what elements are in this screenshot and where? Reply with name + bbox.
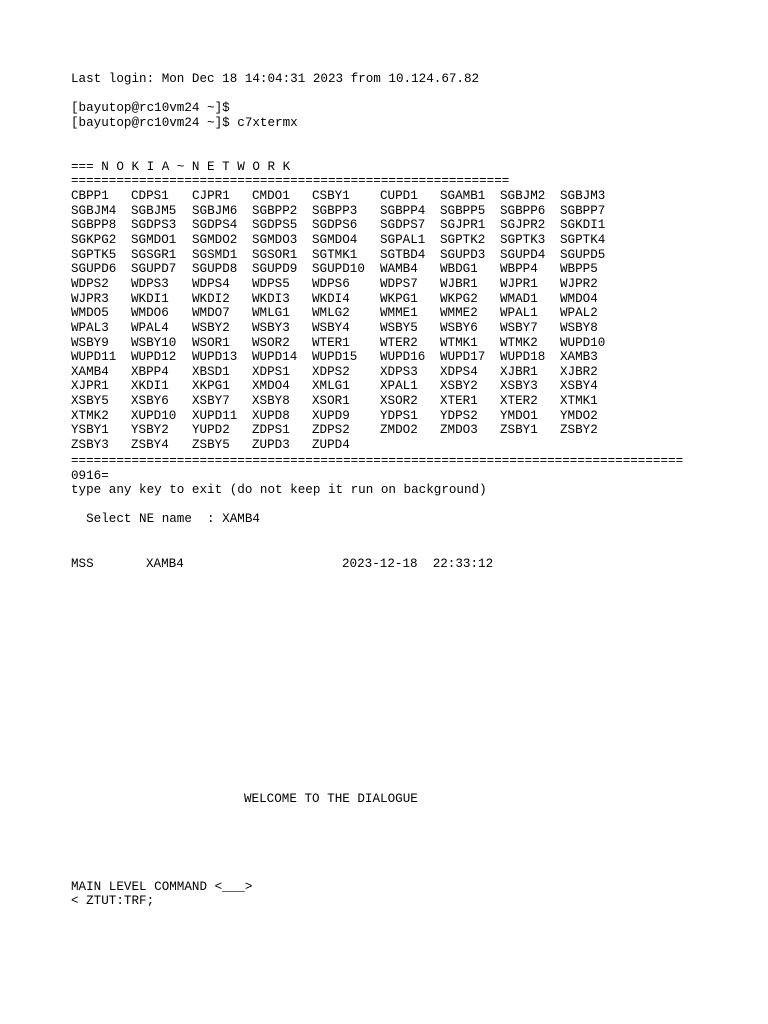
ne-name-item: SGPTK4	[560, 232, 606, 247]
ne-name-item: CDPS1	[131, 189, 169, 203]
ne-name-item: WKDI2	[192, 291, 230, 306]
ne-name-item: XUPD10	[131, 408, 177, 423]
ne-name-item: SGUPD7	[131, 262, 177, 277]
ne-name-item: SGDPS3	[131, 218, 177, 233]
ne-name-item: WKDI1	[131, 291, 169, 306]
ne-name-item: WMLG2	[312, 306, 350, 321]
ne-name-item: XSBY7	[192, 394, 230, 409]
command-input-line[interactable]: < ZTUT:TRF;	[71, 894, 155, 908]
ne-name-item: WJPR1	[500, 276, 538, 291]
status-ne: XAMB4	[146, 557, 184, 571]
ne-name-item: SGPTK5	[71, 247, 117, 262]
ne-name-item: XJPR1	[71, 379, 109, 394]
ne-name-item: WDPS5	[252, 276, 290, 291]
ne-name-item: WMME1	[380, 306, 418, 321]
ne-name-item: YSBY1	[71, 423, 109, 438]
ne-name-item: SGTMK1	[312, 247, 358, 262]
ne-name-item: YDPS1	[380, 408, 418, 423]
last-login-line: Last login: Mon Dec 18 14:04:31 2023 from 10.124.67.82	[71, 72, 480, 86]
ne-name-item: WKDI4	[312, 291, 350, 306]
banner-rule-bottom: =================================================================================	[71, 454, 684, 468]
ne-name-item: WSBY6	[440, 320, 478, 335]
ne-name-item: XSBY8	[252, 394, 290, 409]
ne-name-item: ZMDO2	[380, 423, 418, 438]
select-ne-prompt[interactable]: Select NE name : XAMB4	[71, 512, 260, 526]
ne-name-item: CJPR1	[192, 189, 230, 203]
ne-name-item: SGBPP3	[312, 203, 358, 218]
ne-name-item: SGJPR1	[440, 218, 486, 233]
ne-name-item: SGUPD10	[312, 262, 365, 277]
ne-name-item: SGBJM2	[500, 189, 546, 203]
ne-name-item: WJBR1	[440, 276, 478, 291]
ne-name-item: WMDO7	[192, 306, 230, 321]
ne-name-item: SGPTK2	[440, 232, 486, 247]
ne-name-item: XUPD8	[252, 408, 290, 423]
ne-name-item: SGBPP2	[252, 203, 298, 218]
ne-name-item: YDPS2	[440, 408, 478, 423]
ne-name-item: WSBY2	[192, 320, 230, 335]
status-system: MSS	[71, 557, 94, 571]
ne-name-item: XAMB3	[560, 350, 598, 365]
ne-name-item: SGMDO2	[192, 232, 238, 247]
ne-name-item: SGBJM3	[560, 189, 606, 203]
ne-name-item: WSBY9	[71, 335, 109, 350]
ne-name-item: YSBY2	[131, 423, 169, 438]
banner-rule-top: ==========================================================	[71, 174, 510, 188]
ne-name-item: XSOR2	[380, 394, 418, 409]
ne-name-item: XMDO4	[252, 379, 290, 394]
ne-name-item: CMDO1	[252, 189, 290, 203]
ne-name-item: WMLG1	[252, 306, 290, 321]
ne-name-item: WMDO6	[131, 306, 169, 321]
ne-name-item: WUPD11	[71, 350, 117, 365]
ne-name-item: XTER1	[440, 394, 478, 409]
ne-name-item: SGBJM4	[71, 203, 117, 218]
ne-name-item: XDPS3	[380, 364, 418, 379]
ne-name-item: WUPD18	[500, 350, 546, 365]
ne-name-item: WSOR1	[192, 335, 230, 350]
ne-name-item: ZSBY5	[192, 438, 230, 453]
ne-name-item: SGBJM6	[192, 203, 238, 218]
main-level-command: MAIN LEVEL COMMAND <___>	[71, 880, 253, 894]
ne-name-item: SGUPD8	[192, 262, 238, 277]
ne-name-item: SGPTK3	[500, 232, 546, 247]
ne-name-item: YUPD2	[192, 423, 230, 438]
ne-name-item: XUPD9	[312, 408, 350, 423]
ne-name-item: SGBPP5	[440, 203, 486, 218]
ne-name-item: WSBY4	[312, 320, 350, 335]
ne-name-item: ZDPS2	[312, 423, 350, 438]
ne-name-item: WDPS7	[380, 276, 418, 291]
ne-name-item: WSOR2	[252, 335, 290, 350]
ne-name-item: WMME2	[440, 306, 478, 321]
ne-name-item: XDPS1	[252, 364, 290, 379]
ne-name-item: SGDPS5	[252, 218, 298, 233]
ne-name-item: SGBPP4	[380, 203, 426, 218]
ne-name-item: WPAL2	[560, 306, 598, 321]
ne-name-item: WKPG2	[440, 291, 478, 306]
ne-name-item: XTER2	[500, 394, 538, 409]
ne-name-item: SGMDO1	[131, 232, 177, 247]
ne-name-item: ZDPS1	[252, 423, 290, 438]
ne-name-item: WDPS4	[192, 276, 230, 291]
ne-name-item: XKPG1	[192, 379, 230, 394]
exit-hint: type any key to exit (do not keep it run on background)	[71, 483, 487, 497]
ne-name-item: ZUPD3	[252, 438, 290, 453]
ne-name-item: XAMB4	[71, 364, 109, 379]
ne-name-item: XUPD11	[192, 408, 238, 423]
ne-name-item: WDPS6	[312, 276, 350, 291]
ne-name-item: XTMK1	[560, 394, 598, 409]
ne-name-item: XPAL1	[380, 379, 418, 394]
ne-name-item: WUPD14	[252, 350, 298, 365]
ne-name-item: WKPG1	[380, 291, 418, 306]
ne-name-item: WSBY10	[131, 335, 177, 350]
ne-name-item: SGBPP8	[71, 218, 117, 233]
ne-name-item: XBSD1	[192, 364, 230, 379]
ne-name-item: SGUPD5	[560, 247, 606, 262]
ne-name-item: XDPS4	[440, 364, 478, 379]
ne-name-item: XDPS2	[312, 364, 350, 379]
ne-name-item: WUPD15	[312, 350, 358, 365]
ne-name-item: WMDO4	[560, 291, 598, 306]
ne-name-item: ZSBY1	[500, 423, 538, 438]
ne-name-item: XSBY6	[131, 394, 169, 409]
shell-prompt-line: [bayutop@rc10vm24 ~]$	[71, 101, 230, 115]
ne-name-item: WUPD12	[131, 350, 177, 365]
ne-name-item: ZSBY4	[131, 438, 169, 453]
shell-command-line: [bayutop@rc10vm24 ~]$ c7xtermx	[71, 116, 298, 130]
ne-name-item: WKDI3	[252, 291, 290, 306]
ne-name-item: WSBY3	[252, 320, 290, 335]
ne-name-item: SGMDO4	[312, 232, 358, 247]
selection-code: 0916=	[71, 469, 109, 483]
ne-name-item: SGDPS6	[312, 218, 358, 233]
ne-name-item: SGSOR1	[252, 247, 298, 262]
ne-name-item: WPAL4	[131, 320, 169, 335]
ne-name-item: SGSGR1	[131, 247, 177, 262]
ne-name-item: WBPP5	[560, 262, 598, 277]
ne-name-item: WJPR2	[560, 276, 598, 291]
ne-name-item: WJPR3	[71, 291, 109, 306]
ne-name-item: XJBR1	[500, 364, 538, 379]
ne-name-item: WTMK2	[500, 335, 538, 350]
ne-name-item: SGAMB1	[440, 189, 486, 203]
banner-title: === N O K I A ~ N E T W O R K	[71, 160, 291, 174]
ne-name-item: XSBY2	[440, 379, 478, 394]
ne-name-item: XBPP4	[131, 364, 169, 379]
ne-name-item: SGSMD1	[192, 247, 238, 262]
ne-name-item: ZSBY2	[560, 423, 598, 438]
ne-name-item: CBPP1	[71, 189, 109, 203]
welcome-text: WELCOME TO THE DIALOGUE	[244, 792, 418, 806]
ne-name-item: WSBY7	[500, 320, 538, 335]
ne-name-item: WUPD10	[560, 335, 606, 350]
ne-name-item: WPAL3	[71, 320, 109, 335]
ne-name-item: XSOR1	[312, 394, 350, 409]
ne-name-item: WBDG1	[440, 262, 478, 277]
ne-name-item: WUPD16	[380, 350, 426, 365]
ne-name-item: SGBPP6	[500, 203, 546, 218]
ne-name-item: WUPD17	[440, 350, 486, 365]
ne-name-item: WDPS3	[131, 276, 169, 291]
status-datetime: 2023-12-18 22:33:12	[342, 557, 494, 571]
ne-name-item: ZMDO3	[440, 423, 478, 438]
ne-name-item: SGMDO3	[252, 232, 298, 247]
ne-name-item: WAMB4	[380, 262, 418, 277]
ne-name-item: WPAL1	[500, 306, 538, 321]
ne-name-item: XSBY3	[500, 379, 538, 394]
ne-name-item: WTMK1	[440, 335, 478, 350]
ne-name-item: WTER2	[380, 335, 418, 350]
ne-name-item: WMDO5	[71, 306, 109, 321]
ne-name-item: WBPP4	[500, 262, 538, 277]
ne-name-item: XTMK2	[71, 408, 109, 423]
ne-name-item: YMDO1	[500, 408, 538, 423]
ne-name-item: WDPS2	[71, 276, 109, 291]
ne-name-item: WMAD1	[500, 291, 538, 306]
ne-name-item: SGDPS4	[192, 218, 238, 233]
ne-name-item: XSBY5	[71, 394, 109, 409]
ne-name-item: WSBY8	[560, 320, 598, 335]
ne-name-item: SGUPD3	[440, 247, 486, 262]
ne-name-item: SGDPS7	[380, 218, 426, 233]
ne-name-item: XSBY4	[560, 379, 598, 394]
ne-name-item: XMLG1	[312, 379, 350, 394]
ne-name-item: YMDO2	[560, 408, 598, 423]
ne-name-item: SGJPR2	[500, 218, 546, 233]
ne-name-item: SGUPD6	[71, 262, 117, 277]
ne-name-item: ZSBY3	[71, 438, 109, 453]
ne-name-item: SGUPD9	[252, 262, 298, 277]
ne-name-item: XKDI1	[131, 379, 169, 394]
ne-name-item: WSBY5	[380, 320, 418, 335]
ne-name-item: SGPAL1	[380, 232, 426, 247]
ne-name-item: SGBJM5	[131, 203, 177, 218]
ne-name-item: CSBY1	[312, 189, 350, 203]
ne-name-item: WUPD13	[192, 350, 238, 365]
ne-name-item: SGKPG2	[71, 232, 117, 247]
ne-name-item: WTER1	[312, 335, 350, 350]
ne-name-item: CUPD1	[380, 189, 418, 203]
ne-name-item: ZUPD4	[312, 438, 350, 453]
ne-name-item: SGUPD4	[500, 247, 546, 262]
ne-name-item: SGKDI1	[560, 218, 606, 233]
ne-name-item: SGTBD4	[380, 247, 426, 262]
ne-name-item: SGBPP7	[560, 203, 606, 218]
ne-name-item: XJBR2	[560, 364, 598, 379]
